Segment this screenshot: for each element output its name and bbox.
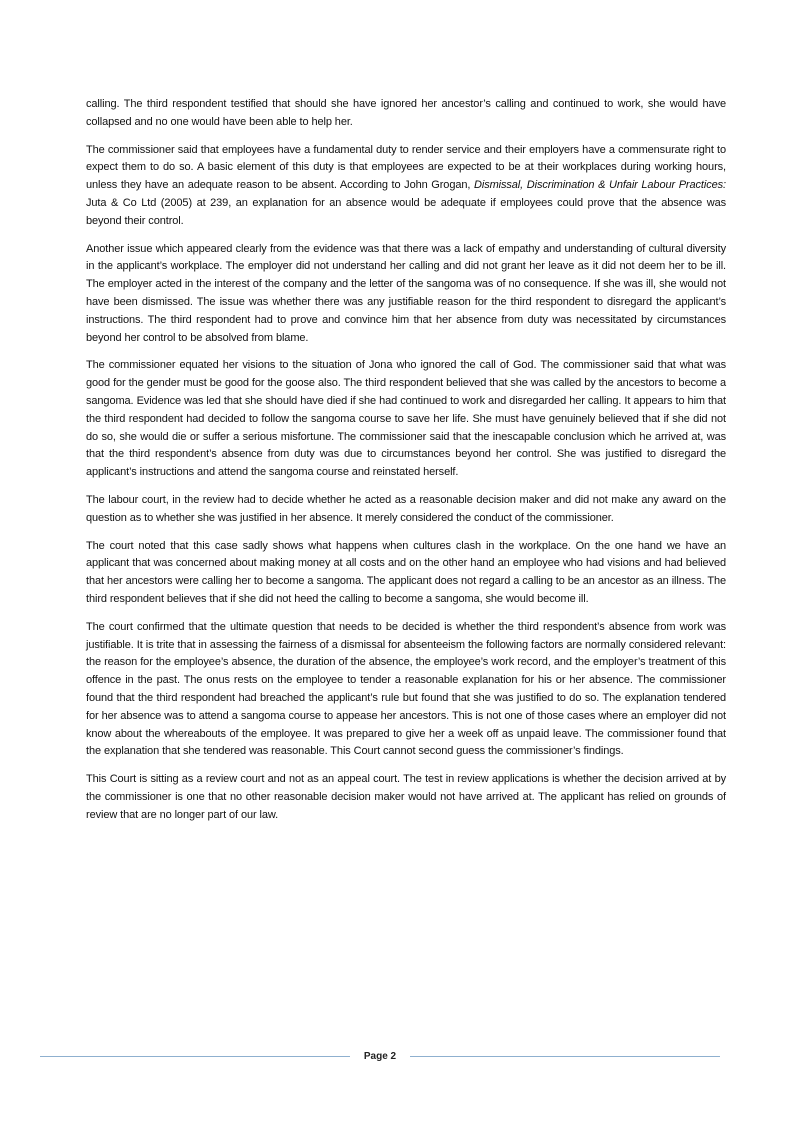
paragraph-3: Another issue which appeared clearly from the evidence was that there was a lack of empathy and understanding of cultural diversity in the applicant’s workplace. The employer did not understand her calling and did not grant her leave as it did not deem her to be ill. The employer acted in the interest of the company and the letter of the sangoma was of no consequence. If she was ill, she would not have been dismissed. The issue was whether there was any justifiable reason for the third respondent to disregard the applicant’s instructions. The third respondent had to prove and convince him that her absence from duty was necessitated by circumstances beyond her control to be absolved from blame. bbox=[86, 242, 726, 344]
footer-rule-left bbox=[40, 1056, 350, 1057]
paragraph-5: The labour court, in the review had to decide whether he acted as a reasonable decision maker and did not make any award on the question as to whether she was justified in her absence. It merely considered the conduct of the commissioner. bbox=[86, 493, 726, 524]
footer-rule-right bbox=[410, 1056, 720, 1057]
page-number: Page 2 bbox=[363, 1050, 397, 1062]
document-body bbox=[86, 96, 726, 834]
paragraph-6: The court noted that this case sadly shows what happens when cultures clash in the workplace. On the one hand we have an applicant that was concerned about making money at all costs and on the other hand an employee who had visions and had believed that her ancestors were calling her to become a sangoma. The applicant does not regard a calling to be an ancestor as an illness. The third respondent believes that if she did not heed the calling to become a sangoma, she would become ill. bbox=[86, 539, 726, 605]
paragraph-4: The commissioner equated her visions to the situation of Jona who ignored the call of God. The commissioner said that what was good for the gender must be good for the goose also. The third respondent believed that she was called by the ancestors to become a sangoma. Evidence was led that she should have died if she had continued to work and disregarded her calling. It appears to him that the third respondent had decided to follow the sangoma course to save her life. She must have genuinely believed that if she did not do so, she would die or suffer a serious misfortune. The commissioner said that the inescapable conclusion which he arrived at, was that the third respondent’s absence from duty was due to circumstances beyond her control. She was justified to disregard the applicant’s instructions and attend the sangoma course and reinstated herself. bbox=[86, 359, 726, 479]
paragraph-2-text-start: The commissioner said that employees have a fundamental duty to render service and their employers have a commensurate right to expect them to do so. A basic element of this duty is that employees are expected to be at their workplaces during working hours, unless they have an adequate reason to be absent. According to John Grogan, bbox=[86, 143, 726, 192]
paragraph-1: calling. The third respondent testified that should she have ignored her ancestor’s calling and continued to work, she would have collapsed and no one would have been able to help her. bbox=[86, 98, 726, 128]
page-footer bbox=[40, 1046, 720, 1066]
paragraph-2-text-end: Juta & Co Ltd (2005) at 239, an explanation for an absence would be adequate if employees could prove that the absence was beyond their control. bbox=[86, 196, 726, 227]
paragraph-2 bbox=[86, 142, 726, 231]
book-title: Dismissal, Discrimination & Unfair Labour Practices: bbox=[474, 179, 726, 192]
paragraph-8: This Court is sitting as a review court and not as an appeal court. The test in review applications is whether the decision arrived at by the commissioner is one that no other reasonable decision maker would not have arrived at. The applicant has relied on grounds of review that are no longer part of our law. bbox=[86, 773, 726, 821]
paragraph-7: The court confirmed that the ultimate question that needs to be decided is whether the third respondent’s absence from work was justifiable. It is trite that in assessing the fairness of a dismissal for absenteeism the following factors are normally considered relevant: the reason for the employee’s absence, the duration of the absence, the employee’s work record, and the employer’s treatment of this offence in the past. The onus rests on the employee to tender a reasonable explanation for his or her absence. The commissioner found that the third respondent had breached the applicant’s rule but found that she was justified to do so. The explanation tendered for her absence was to attend a sangoma course to appease her ancestors. This is not one of those cases where an employer did not know about the whereabouts of the employee. It was prepared to give her a week off as unpaid leave. The commissioner found that the explanation that she tendered was reasonable. This Court cannot second guess the commissioner’s findings. bbox=[86, 620, 726, 758]
